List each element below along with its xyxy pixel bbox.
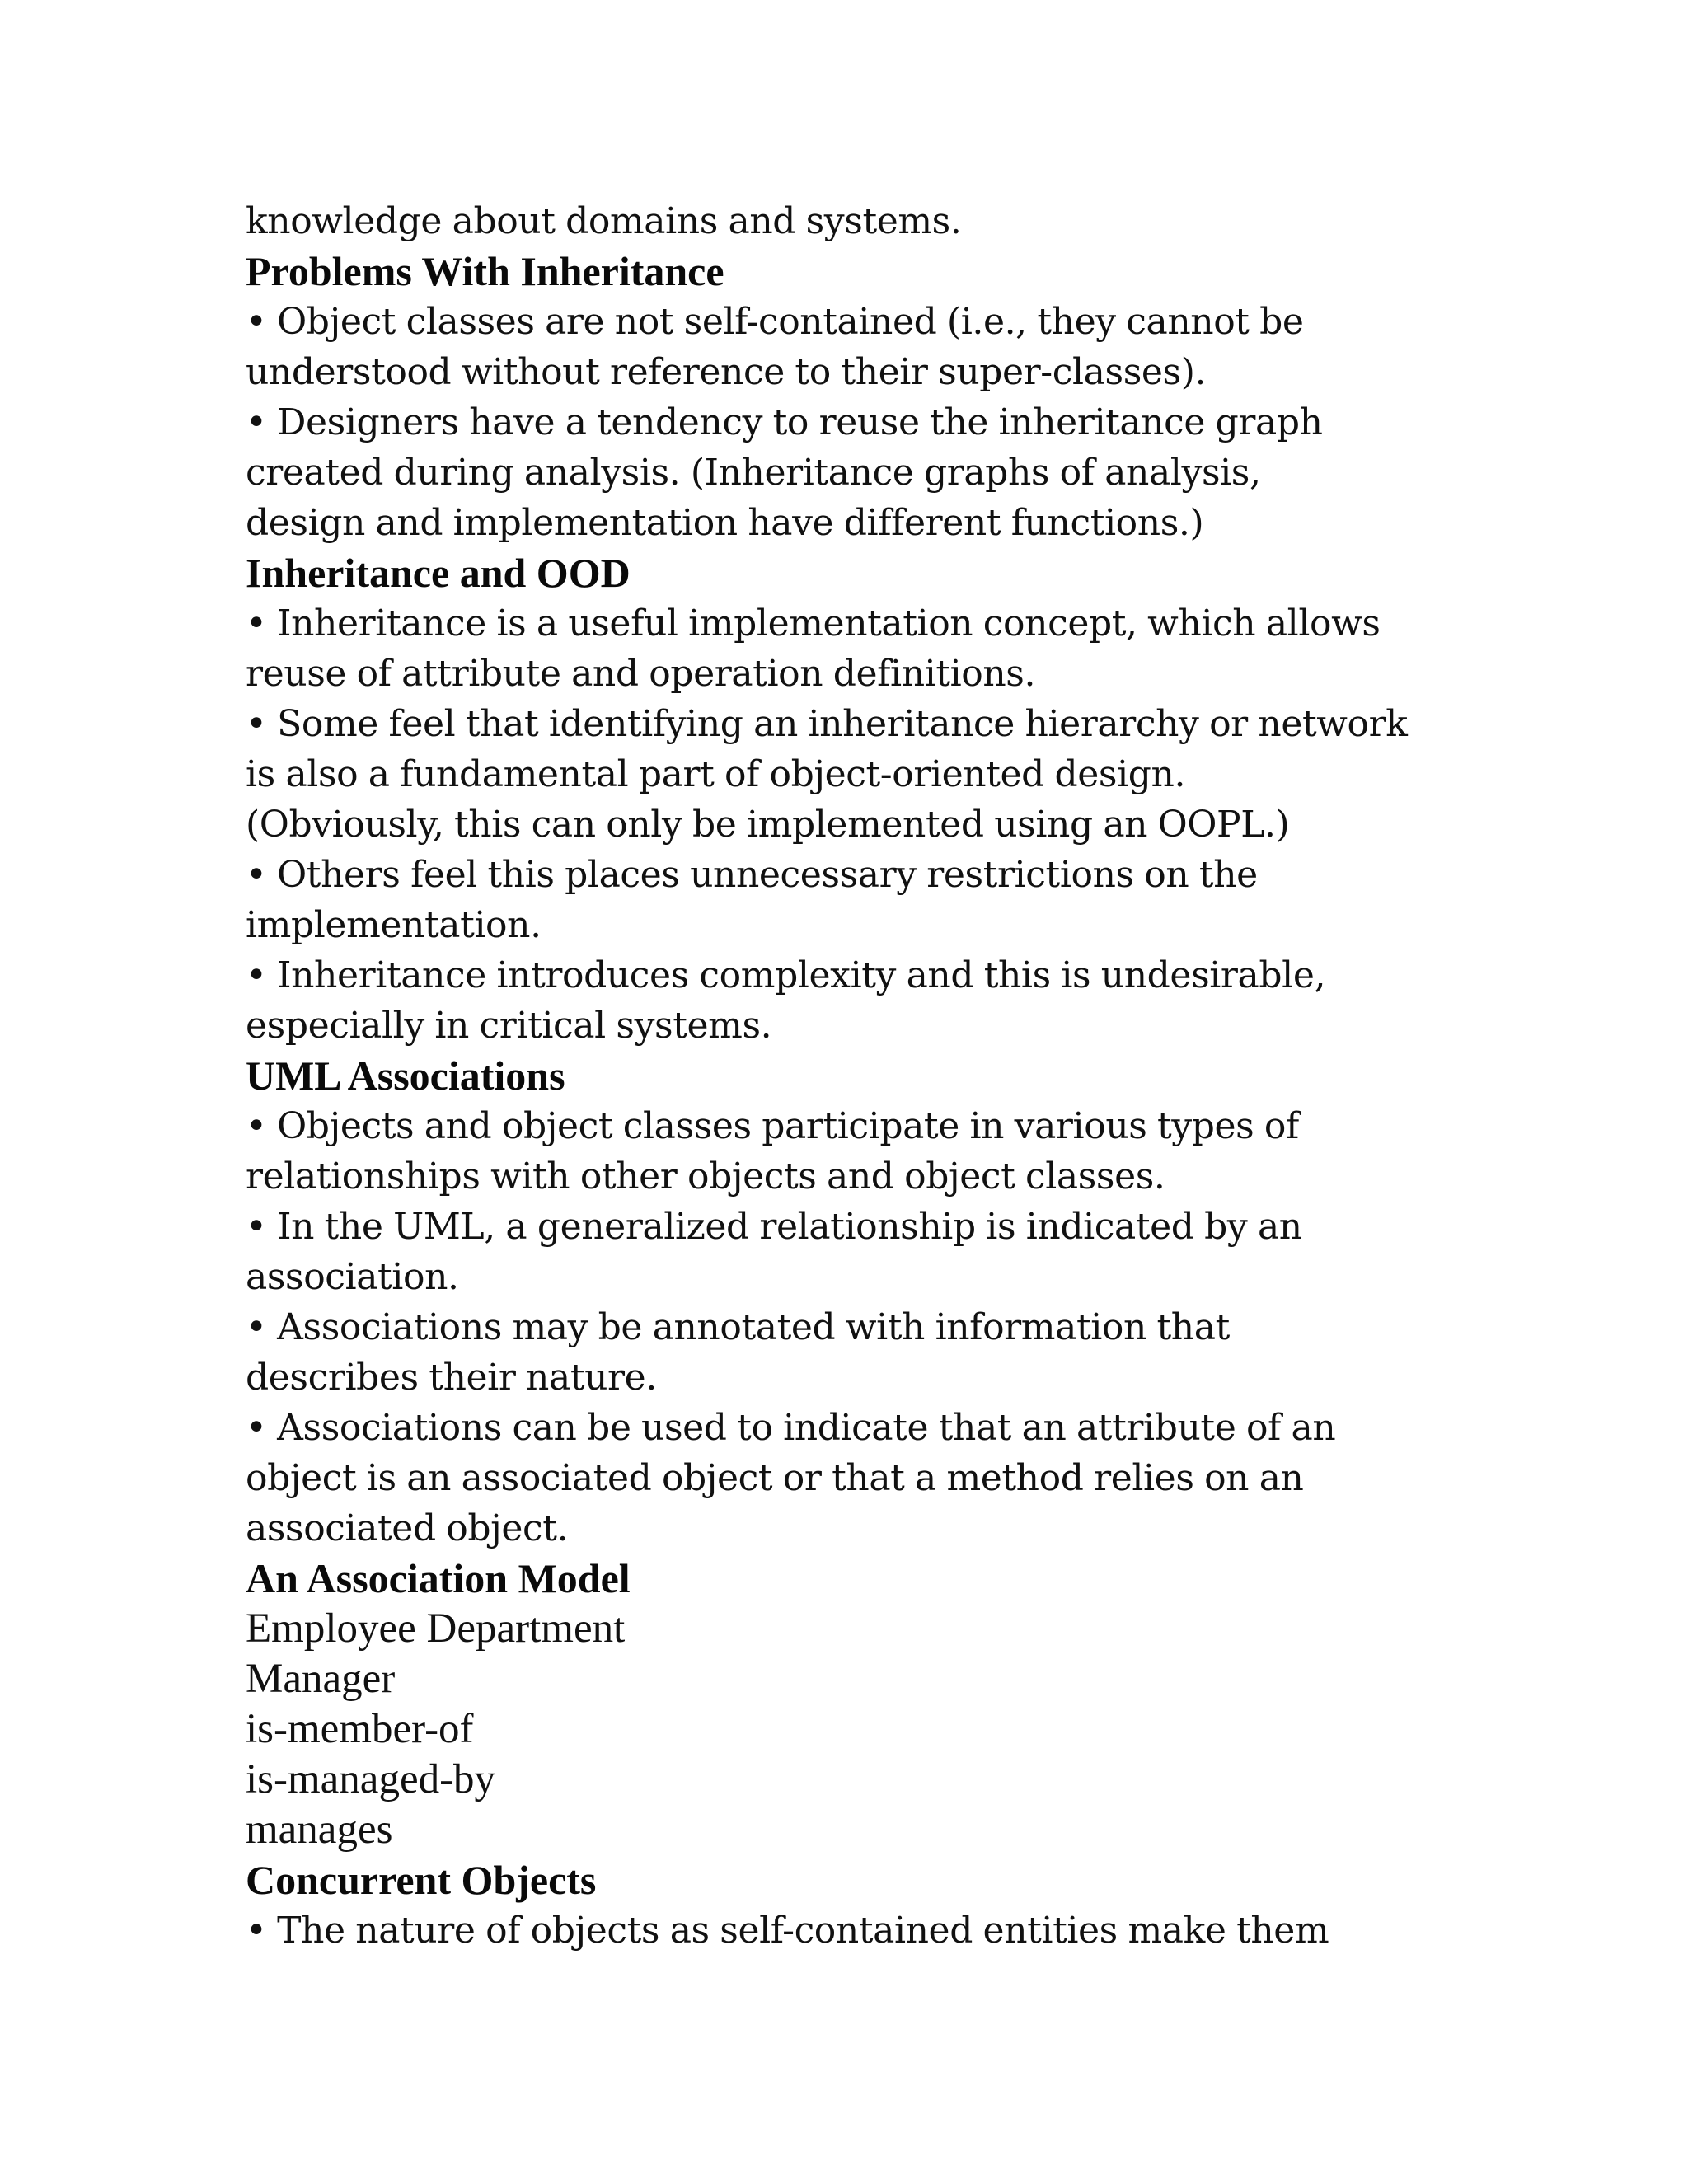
- association-model-label: Employee Department: [246, 1605, 626, 1652]
- bullet-line: • Some feel that identifying an inheritance hierarchy or network: [246, 703, 1408, 745]
- body-text-line: associated object.: [246, 1507, 569, 1549]
- bullet-line: • Objects and object classes participate in various types of: [246, 1105, 1299, 1147]
- bullet-line: • Inheritance introduces complexity and this is undesirable,: [246, 954, 1326, 996]
- body-text-line: understood without reference to their super-classes).: [246, 351, 1207, 393]
- association-model-label: is-managed-by: [246, 1756, 496, 1802]
- bullet-line: • Associations may be annotated with information that: [246, 1306, 1230, 1348]
- body-text-line: knowledge about domains and systems.: [246, 200, 962, 242]
- body-text-line: is also a fundamental part of object-oriented design.: [246, 753, 1186, 795]
- bullet-line: • The nature of objects as self-contained entities make them: [246, 1910, 1329, 1952]
- body-text-line: created during analysis. (Inheritance graphs of analysis,: [246, 452, 1261, 494]
- body-text-line: reuse of attribute and operation definitions.: [246, 653, 1036, 695]
- bullet-line: • Inheritance is a useful implementation concept, which allows: [246, 602, 1381, 644]
- body-text-line: object is an associated object or that a method relies on an: [246, 1457, 1304, 1499]
- body-text-line: relationships with other objects and object classes.: [246, 1155, 1165, 1197]
- body-text-line: association.: [246, 1256, 459, 1298]
- body-text-line: describes their nature.: [246, 1357, 657, 1399]
- section-heading-inheritance-and-ood: Inheritance and OOD: [246, 550, 631, 596]
- body-text-line: implementation.: [246, 904, 542, 946]
- body-text-line: especially in critical systems.: [246, 1005, 772, 1047]
- bullet-line: • Designers have a tendency to reuse the inheritance graph: [246, 401, 1323, 443]
- section-heading-an-association-model: An Association Model: [246, 1555, 631, 1601]
- section-heading-uml-associations: UML Associations: [246, 1052, 565, 1099]
- section-heading-concurrent-objects: Concurrent Objects: [246, 1857, 597, 1903]
- bullet-line: • Associations can be used to indicate that an attribute of an: [246, 1407, 1336, 1449]
- body-text-line: (Obviously, this can only be implemented using an OOPL.): [246, 804, 1290, 846]
- association-model-label: Manager: [246, 1656, 396, 1702]
- body-text-line: design and implementation have different functions.): [246, 502, 1204, 544]
- association-model-label: is-member-of: [246, 1706, 474, 1752]
- page-content: [246, 196, 1441, 1956]
- bullet-line: • In the UML, a generalized relationship is indicated by an: [246, 1206, 1302, 1248]
- bullet-line: • Others feel this places unnecessary restrictions on the: [246, 854, 1258, 896]
- association-model-label: manages: [246, 1807, 393, 1853]
- section-heading-problems-with-inheritance: Problems With Inheritance: [246, 248, 724, 294]
- bullet-line: • Object classes are not self-contained (i.e., they cannot be: [246, 301, 1304, 343]
